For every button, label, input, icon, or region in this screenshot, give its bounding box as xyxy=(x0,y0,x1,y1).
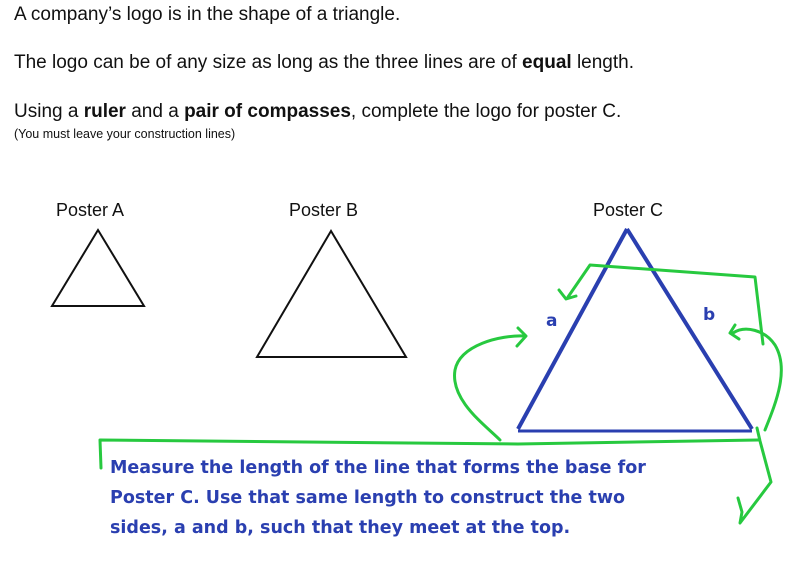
poster-c-side-a xyxy=(518,229,627,429)
poster-c-label: Poster C xyxy=(593,200,664,220)
poster-a-label: Poster A xyxy=(56,200,125,220)
instruction-text-3: , complete the logo for poster C. xyxy=(350,101,622,122)
green-arrow-a xyxy=(455,336,524,440)
poster-b-label: Poster B xyxy=(289,200,359,220)
condition-bold-equal: equal xyxy=(522,52,572,73)
green-arrow-b xyxy=(733,329,781,430)
poster-a-triangle xyxy=(52,230,144,306)
construction-note: (You must leave your construction lines) xyxy=(14,127,236,141)
green-base-underline xyxy=(518,440,758,444)
instruction-text-2: and a xyxy=(125,101,185,122)
side-a-label: a xyxy=(546,311,558,331)
annotation-line-1: Measure the length of the line that forms the base for xyxy=(110,458,646,478)
instruction-bold-compasses: pair of compasses xyxy=(184,101,351,122)
poster-b-triangle xyxy=(257,231,406,357)
annotation-line-3: sides, a and b, such that they meet at the top. xyxy=(110,518,571,538)
condition-text-1: The logo can be of any size as long as the three lines are of xyxy=(14,52,523,73)
instruction-bold-ruler: ruler xyxy=(83,101,126,122)
condition-text-2: length. xyxy=(571,52,634,73)
annotation-line-2: Poster C. Use that same length to construct the two xyxy=(110,488,626,508)
question-intro: A company’s logo is in the shape of a triangle. xyxy=(14,4,401,25)
instruction-text-1: Using a xyxy=(14,101,84,122)
side-b-label: b xyxy=(703,305,716,325)
annotation-text xyxy=(110,453,750,543)
